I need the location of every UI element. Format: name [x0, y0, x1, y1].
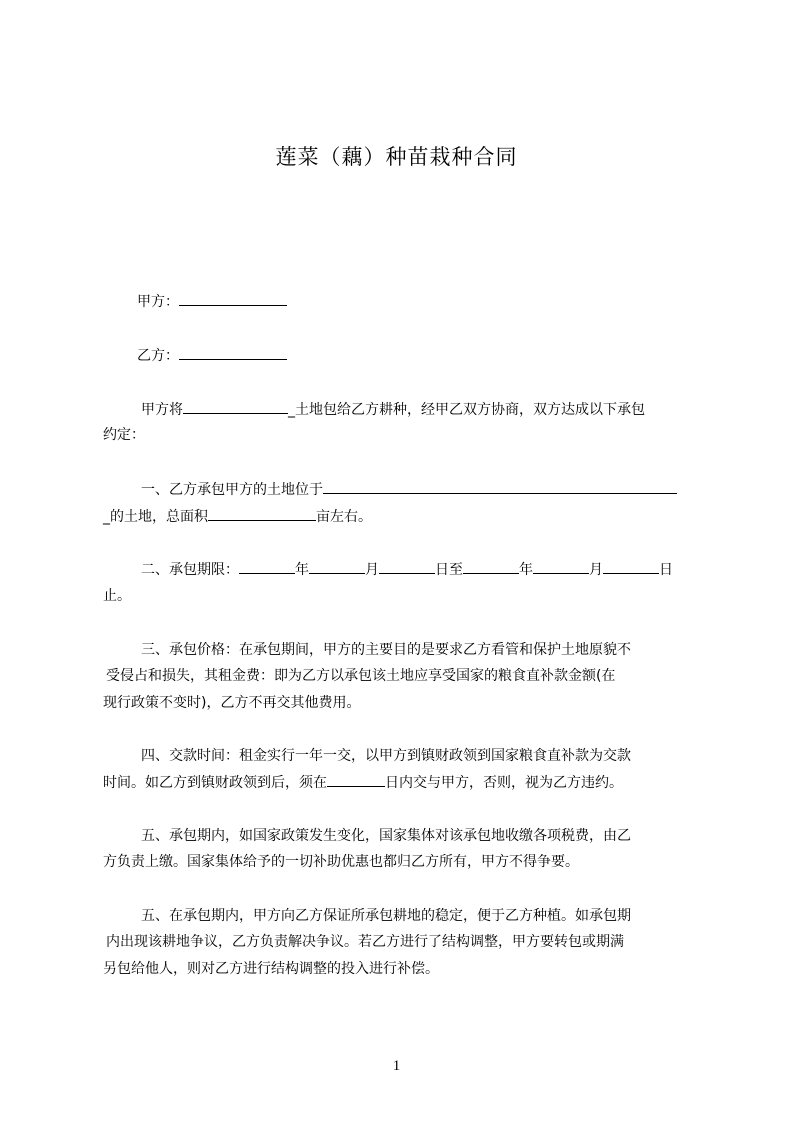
clause3-line-3: 现行政策不变时)，乙方不再交其他费用。: [103, 695, 361, 711]
clause2-line-1: [141, 559, 673, 580]
month-text: 月: [589, 562, 603, 578]
start-month-blank: [309, 559, 365, 574]
clause3-line-2: 受侵占和损失，其租金费：即为乙方以承包该土地应享受国家的粮食直补款金额(在: [106, 668, 616, 684]
day-to-text: 日至: [435, 562, 463, 578]
year-text: 年: [295, 562, 309, 578]
party-a-label: 甲方：: [137, 294, 179, 310]
intro-line-1: [141, 399, 645, 420]
clause4-text-a: 时间。如乙方到镇财政领到后，须在: [103, 775, 327, 791]
clause2-line-2: 止。: [103, 588, 131, 604]
clause1-text-b: 亩左右。: [316, 509, 372, 525]
land-blank: [183, 399, 288, 414]
party-b-line: [137, 345, 287, 366]
clause1-line-1: [141, 479, 677, 500]
clause3-line-1: 三、承包价格：在承包期间，甲方的主要目的是要求乙方看管和保护土地原貌不: [141, 642, 631, 658]
clause1-text: 一、乙方承包甲方的土地位于: [141, 482, 323, 498]
location-blank: [323, 479, 677, 494]
intro-text-a: 甲方将: [141, 402, 183, 418]
clause1-line-2: [103, 506, 372, 527]
clause5-line-2: 方负责上缴。国家集体给予的一切补助优惠也都归乙方所有，甲方不得争要。: [103, 854, 579, 870]
clause1-text-a: _的土地，总面积: [103, 509, 208, 525]
intro-text-b: _土地包给乙方耕种，经甲乙双方协商，双方达成以下承包: [288, 402, 645, 418]
document-title: 莲菜（藕）种苗栽种合同: [275, 145, 518, 169]
party-b-blank: [179, 345, 287, 360]
area-blank: [208, 506, 316, 521]
clause5-line-1: 五、承包期内，如国家政策发生变化，国家集体对该承包地收缴各项税费，由乙: [141, 828, 631, 844]
clause2-label: 二、承包期限：: [141, 562, 239, 578]
days-blank: [327, 772, 385, 787]
start-year-blank: [239, 559, 295, 574]
clause4-line-1: 四、交款时间：租金实行一年一交，以甲方到镇财政领到国家粮食直补款为交款: [141, 748, 631, 764]
party-a-blank: [179, 291, 287, 306]
end-year-blank: [463, 559, 519, 574]
end-month-blank: [533, 559, 589, 574]
clause4-text-b: 日内交与甲方，否则，视为乙方违约。: [385, 775, 623, 791]
start-day-blank: [379, 559, 435, 574]
month-text: 月: [365, 562, 379, 578]
clause6-line-2: 内出现该耕地争议，乙方负责解决争议。若乙方进行了结构调整，甲方要转包或期满: [106, 934, 624, 950]
page-number: 1: [392, 1058, 401, 1074]
party-a-line: [137, 291, 287, 312]
clause6-line-3: 另包给他人，则对乙方进行结构调整的投入进行补偿。: [103, 961, 439, 977]
clause6-line-1: 五、在承包期内，甲方向乙方保证所承包耕地的稳定，便于乙方种植。如承包期: [141, 908, 631, 924]
year-text: 年: [519, 562, 533, 578]
party-b-label: 乙方：: [137, 348, 179, 364]
day-text: 日: [659, 562, 673, 578]
clause4-line-2: [103, 772, 623, 793]
end-day-blank: [603, 559, 659, 574]
intro-line-2: 约定：: [103, 427, 145, 443]
